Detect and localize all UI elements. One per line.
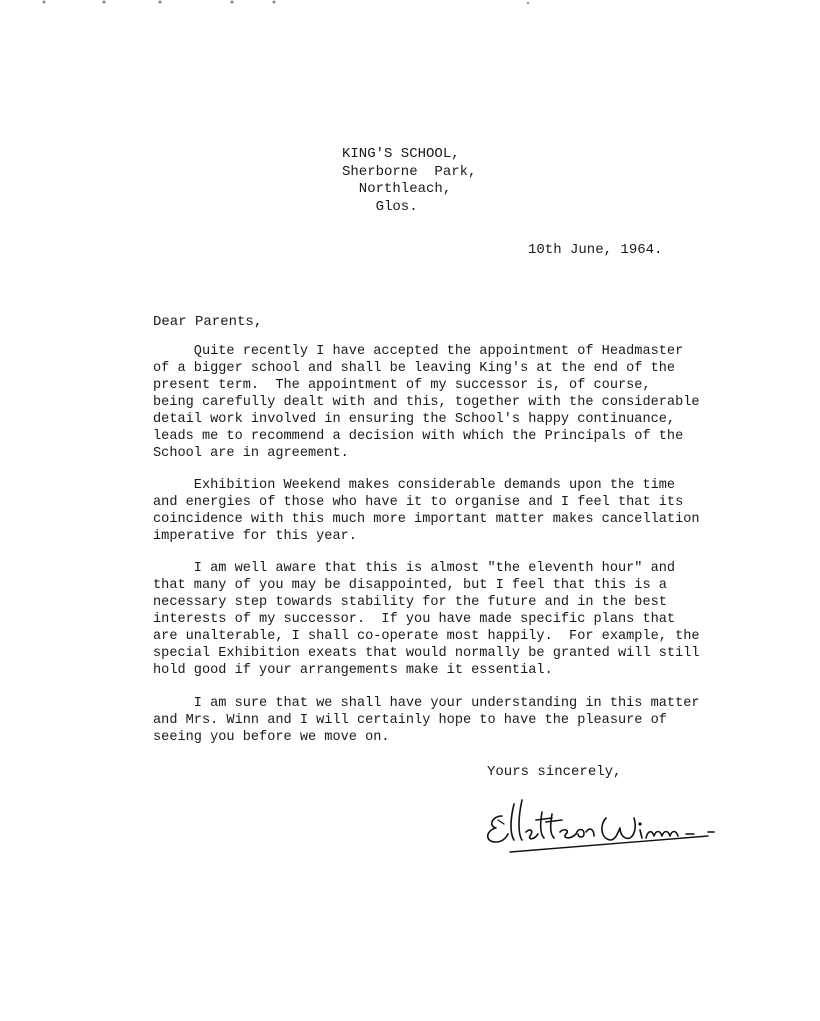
paragraph-4 bbox=[153, 695, 733, 746]
paragraph-2 bbox=[153, 477, 733, 545]
address-line: Northleach, bbox=[342, 181, 452, 197]
text-line: I am sure that we shall have your understanding in this matter bbox=[153, 696, 700, 711]
closing: Yours sincerely, bbox=[487, 764, 622, 780]
text-line: necessary step towards stability for the future and in the best bbox=[153, 595, 667, 610]
scan-specks bbox=[0, 0, 820, 30]
text-line: interests of my successor. If you have made specific plans that bbox=[153, 612, 676, 627]
text-line: and Mrs. Winn and I will certainly hope to have the pleasure of bbox=[153, 713, 667, 728]
signature bbox=[480, 790, 740, 870]
text-line: Exhibition Weekend makes considerable demands upon the time bbox=[153, 478, 676, 493]
text-line: hold good if your arrangements make it essential. bbox=[153, 663, 553, 678]
text-line: I am well aware that this is almost "the eleventh hour" and bbox=[153, 561, 676, 576]
address-line: Glos. bbox=[342, 198, 418, 215]
text-line: imperative for this year. bbox=[153, 529, 357, 544]
text-line: coincidence with this much more important matter makes cancellation bbox=[153, 512, 700, 527]
text-line: are unalterable, I shall co-operate most happily. For example, the bbox=[153, 629, 700, 644]
text-line: special Exhibition exeats that would normally be granted will still bbox=[153, 646, 700, 661]
salutation: Dear Parents, bbox=[153, 314, 263, 330]
text-line: that many of you may be disappointed, but I feel that this is a bbox=[153, 578, 667, 593]
paragraph-3 bbox=[153, 560, 733, 679]
address-line: KING'S SCHOOL, bbox=[342, 146, 460, 162]
address-line: Sherborne Park, bbox=[342, 163, 477, 180]
letter-date: 10th June, 1964. bbox=[528, 242, 663, 258]
text-line: present term. The appointment of my successor is, of course, bbox=[153, 378, 651, 393]
text-line: being carefully dealt with and this, together with the considerable bbox=[153, 395, 700, 410]
text-line: and energies of those who have it to organise and I feel that its bbox=[153, 495, 684, 510]
text-line: detail work involved in ensuring the School's happy continuance, bbox=[153, 412, 676, 427]
text-line: of a bigger school and shall be leaving King's at the end of the bbox=[153, 361, 676, 376]
paragraph-1 bbox=[153, 343, 733, 462]
text-line: leads me to recommend a decision with which the Principals of the bbox=[153, 429, 684, 444]
text-line: School are in agreement. bbox=[153, 446, 349, 461]
text-line: Quite recently I have accepted the appointment of Headmaster bbox=[153, 344, 684, 359]
text-line: seeing you before we move on. bbox=[153, 730, 390, 745]
school-address bbox=[342, 146, 476, 216]
